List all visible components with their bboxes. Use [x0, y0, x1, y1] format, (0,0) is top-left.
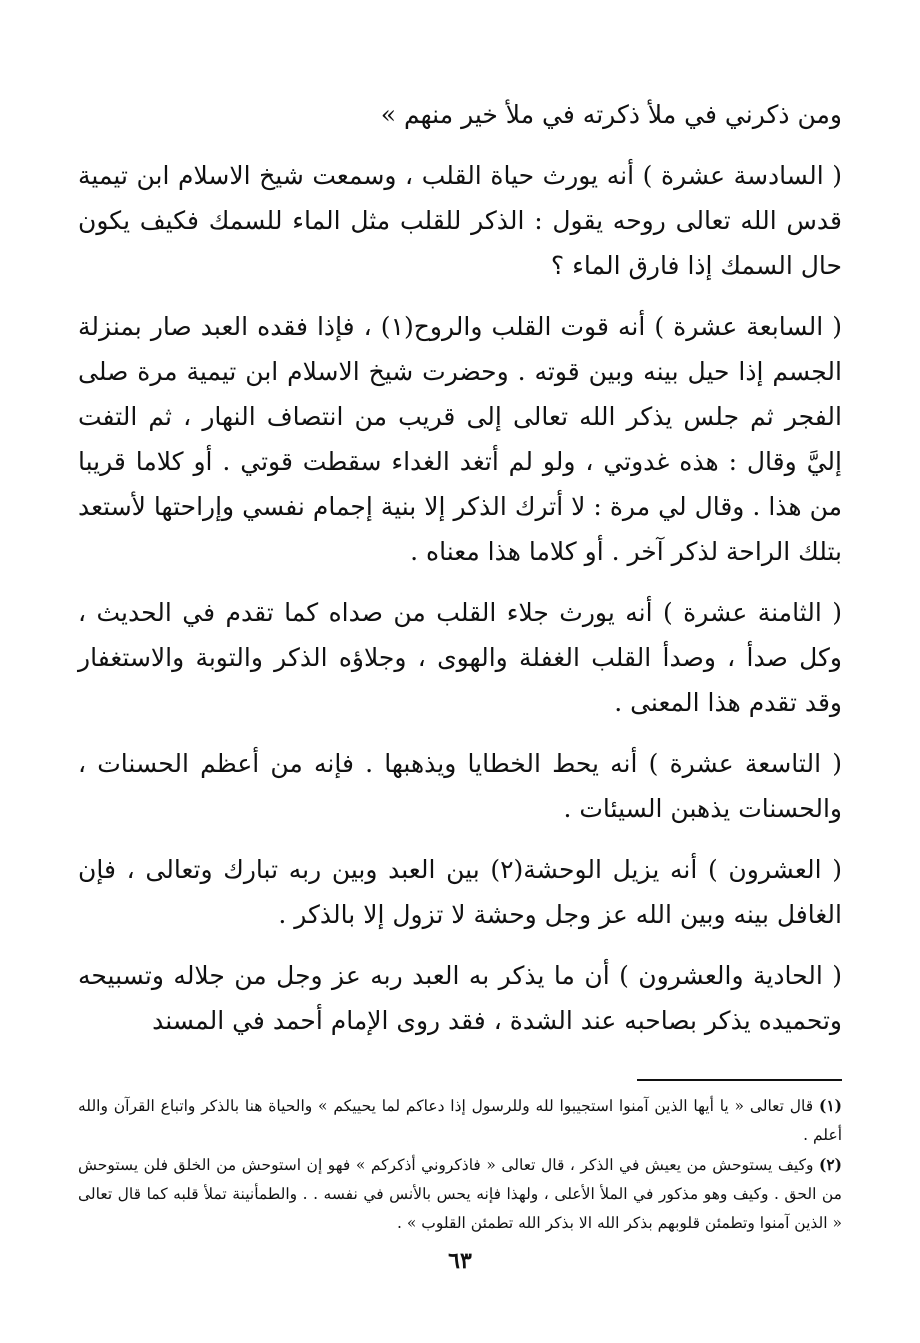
- footnote-2-number: (٢): [818, 1155, 842, 1174]
- footnote-divider: [637, 1079, 842, 1081]
- footnote-1-text: قال تعالى « يا أيها الذين آمنوا استجيبوا لله وللرسول إذا دعاكم لما يحييكم » والحياة هنا بالذكر واتباع القرآن والله أعلم .: [78, 1097, 842, 1144]
- paragraph-eighteenth: ( الثامنة عشرة ) أنه يورث جلاء القلب من صداه كما تقدم في الحديث ، وكل صدأ ، وصدأ القلب الغفلة والهوى ، وجلاؤه الذكر والتوبة والاستغفار وقد تقدم هذا المعنى .: [78, 598, 842, 717]
- paragraph-nineteenth: ( التاسعة عشرة ) أنه يحط الخطايا ويذهبها . فإنه من أعظم الحسنات ، والحسنات يذهبن السيئات .: [78, 749, 842, 823]
- footnote-2-text: وكيف يستوحش من يعيش في الذكر ، قال تعالى « فاذكروني أذكركم » فهو إن استوحش من الخلق فلن يستوحش من الحق . وكيف وهو مذكور في الملأ الأعلى ، ولهذا فإنه يحس بالأنس في نفسه . . والطمأنينة تملأ قلبه كما قال تعالى « الذين آمنوا وتطمئن قلوبهم بذكر الله الا بذكر الله تطمئن القلوب » .: [78, 1156, 842, 1232]
- paragraph-seventeenth: ( السابعة عشرة ) أنه قوت القلب والروح(١) ، فإذا فقده العبد صار بمنزلة الجسم إذا حيل بينه وبين قوته . وحضرت شيخ الاسلام ابن تيمية مرة صلى الفجر ثم جلس يذكر الله تعالى إلى قريب من انتصاف النهار ، ثم التفت إليَّ وقال : هذه غدوتي ، ولو لم أتغد الغداء سقطت قوتي . أو كلاما قريبا من هذا . وقال لي مرة : لا أترك الذكر إلا بنية إجمام نفسي وإراحتها لأستعد بتلك الراحة لذكر آخر . أو كلاما هذا معناه .: [78, 312, 842, 566]
- paragraph-twenty-first: ( الحادية والعشرون ) أن ما يذكر به العبد ربه عز وجل من جلاله وتسبيحه وتحميده يذكر بصاحبه عند الشدة ، فقد روى الإمام أحمد في المسند: [78, 961, 842, 1035]
- paragraph-continuation: ومن ذكرني في ملأ ذكرته في ملأ خير منهم »: [380, 100, 842, 129]
- footnote-1: [78, 1091, 842, 1150]
- footnote-1-number: (١): [818, 1096, 842, 1115]
- paragraph-twentieth: ( العشرون ) أنه يزيل الوحشة(٢) بين العبد وبين ربه تبارك وتعالى ، فإن الغافل بينه وبين الله عز وجل وحشة لا تزول إلا بالذكر .: [78, 855, 843, 929]
- page-number: ٦٣: [448, 1248, 472, 1274]
- footnote-2: [78, 1150, 842, 1238]
- paragraph-sixteenth: ( السادسة عشرة ) أنه يورث حياة القلب ، وسمعت شيخ الاسلام ابن تيمية قدس الله تعالى روحه يقول : الذكر للقلب مثل الماء للسمك فكيف يكون حال السمك إذا فارق الماء ؟: [78, 161, 842, 280]
